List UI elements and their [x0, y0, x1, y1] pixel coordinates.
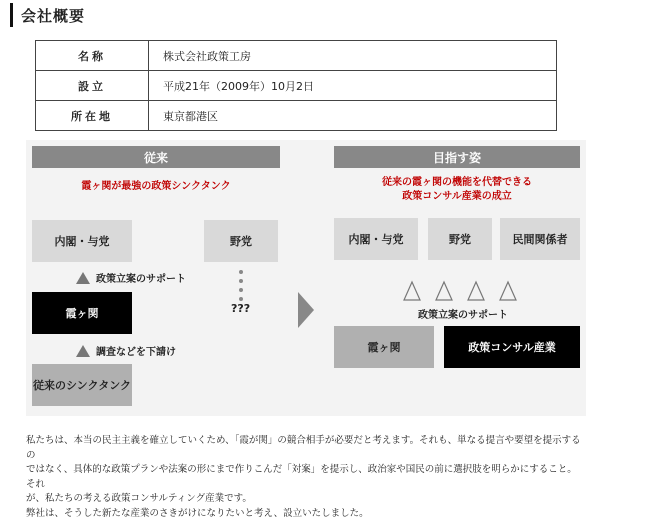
right-consult-box: 政策コンサル産業: [444, 326, 580, 368]
left-support-label: 政策立案のサポート: [76, 270, 186, 285]
paragraph-line: ではなく、具体的な政策プランや法案の形にまで作りこんだ「対案」を提示し、政治家や国民の前に選択肢を明らかにすること。それ: [26, 463, 586, 492]
table-row: [36, 41, 557, 71]
triangle-outline-icon: [500, 282, 516, 300]
row-value-established: 平成21年（2009年）10月2日: [149, 71, 557, 101]
table-row: [36, 101, 557, 131]
paragraph-line: が、私たちの考える政策コンサルティング産業です。: [26, 492, 586, 507]
paragraph-line: 弊社は、そうした新たな産業のさきがけになりたいと考え、設立いたしました。: [26, 507, 586, 521]
right-tagline-1: 従来の霞ヶ関の機能を代替できる: [334, 176, 580, 190]
left-header: 従来: [32, 146, 280, 168]
row-value-name: 株式会社政策工房: [149, 41, 557, 71]
left-opposition-box: 野党: [204, 220, 278, 262]
company-info-table: [35, 40, 557, 131]
dotted-connector: [239, 270, 243, 306]
left-cabinet-box: 内閣・与党: [32, 220, 132, 262]
unknown-label: ???: [231, 302, 250, 315]
heading-bar: [10, 3, 13, 27]
left-kasumigaseki-box: 霞ヶ関: [32, 292, 132, 334]
right-cabinet-box: 内閣・与党: [334, 218, 418, 260]
comparison-diagram: [26, 140, 586, 416]
triangle-up-icon: [76, 345, 90, 357]
right-tagline-2: 政策コンサル産業の成立: [334, 190, 580, 204]
row-key-established: 設立: [36, 71, 149, 101]
row-key-location: 所在地: [36, 101, 149, 131]
right-header: 目指す姿: [334, 146, 580, 168]
page-title: 会社概要: [21, 5, 85, 26]
chevron-right-icon: [296, 290, 316, 330]
paragraph-line: 私たちは、本当の民主主義を確立していくため、「霞が関」の競合相手が必要だと考えます。それも、単なる提言や要望を提示するの: [26, 434, 586, 463]
table-row: [36, 71, 557, 101]
triangle-outline-icon: [468, 282, 484, 300]
row-key-name: 名称: [36, 41, 149, 71]
left-thinktank-box: 従来のシンクタンク: [32, 364, 132, 406]
right-opposition-box: 野党: [428, 218, 492, 260]
row-value-location: 東京都港区: [149, 101, 557, 131]
triangle-up-icon: [76, 272, 90, 284]
left-tagline: 霞ヶ関が最強の政策シンクタンク: [32, 180, 280, 194]
section-heading: [10, 2, 85, 28]
right-kasumigaseki-box: 霞ヶ関: [334, 326, 434, 368]
left-research-label: 調査などを下請け: [76, 343, 176, 358]
triangle-outline-icon: [404, 282, 420, 300]
right-private-box: 民間関係者: [500, 218, 580, 260]
outline-triangles: [400, 280, 526, 302]
triangle-outline-icon: [436, 282, 452, 300]
right-support-label: 政策立案のサポート: [400, 306, 526, 321]
